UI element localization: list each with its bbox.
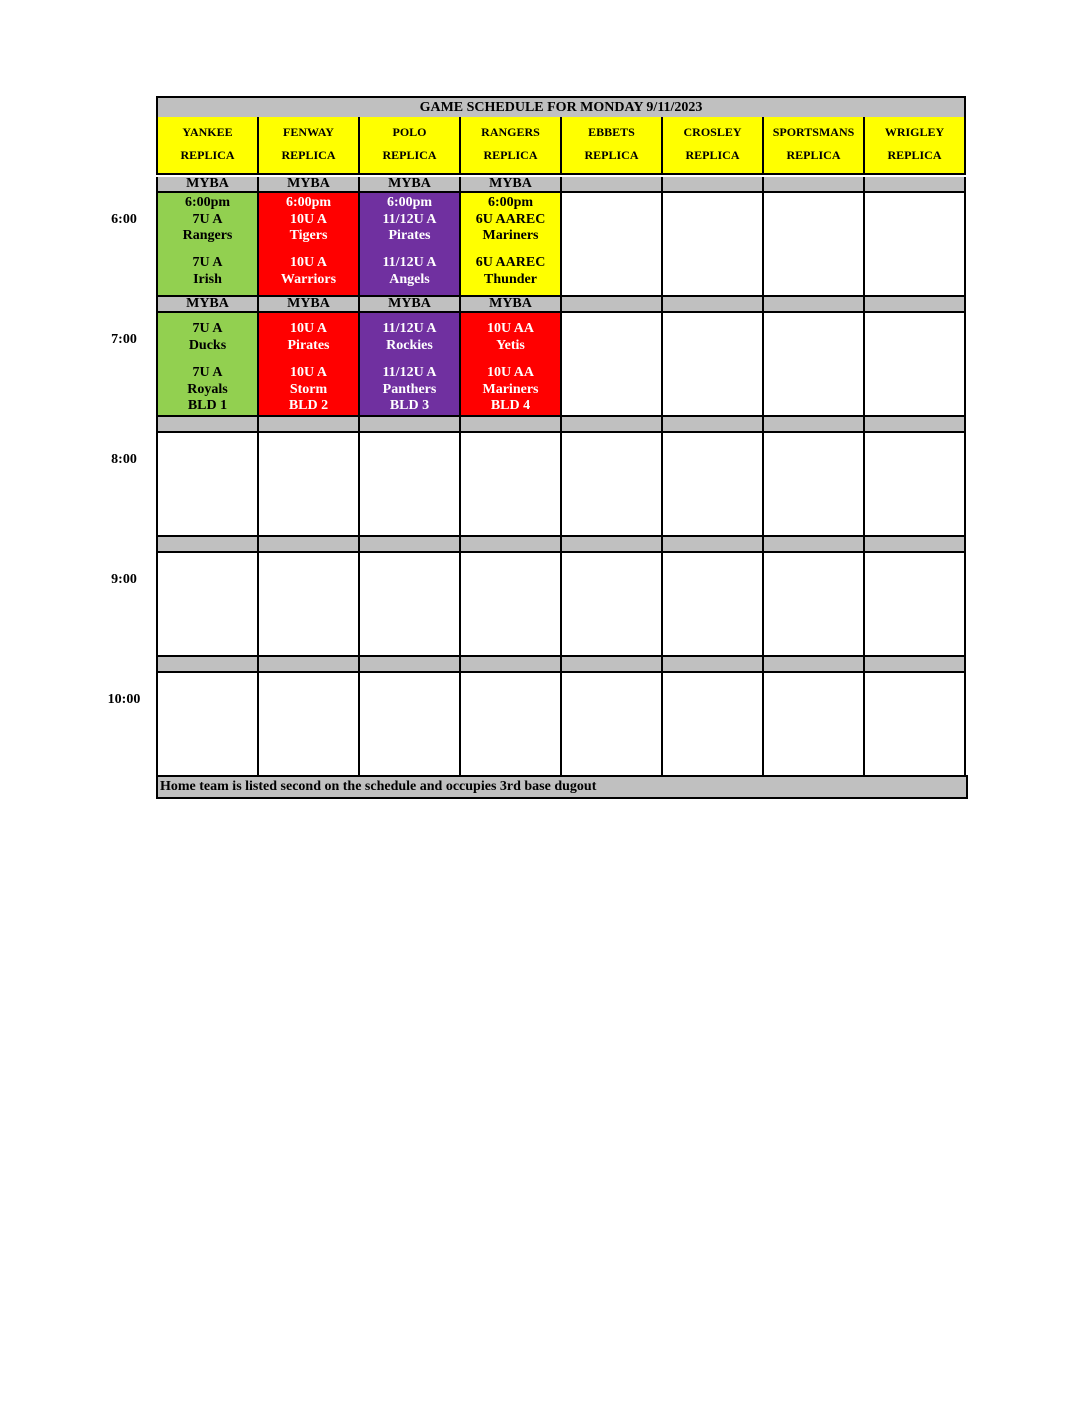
game-line: Tigers (289, 228, 328, 243)
away-team-block (461, 321, 560, 354)
game-cell (459, 193, 562, 297)
game-line: Thunder (484, 271, 537, 287)
empty-cell (762, 553, 865, 657)
field-subtitle: REPLICA (786, 148, 841, 162)
game-line: Rockies (386, 337, 433, 353)
home-team-block (360, 365, 459, 415)
empty-cell (257, 433, 360, 537)
slot-row-3 (156, 553, 966, 657)
game-line: Irish (193, 271, 222, 287)
home-team-block (259, 255, 358, 288)
field-header-row (156, 117, 966, 177)
empty-cell (560, 673, 663, 777)
game-line: 11/12U A (382, 321, 437, 336)
game-line: Royals (187, 381, 228, 397)
game-line: BLD 2 (288, 398, 329, 413)
field-name: FENWAY (283, 125, 334, 139)
field-header-wrigley (863, 117, 966, 175)
slot-row-2 (156, 433, 966, 537)
empty-cell (661, 313, 764, 417)
game-line: 11/12U A (382, 255, 437, 270)
league-label (863, 177, 966, 193)
empty-cell (459, 433, 562, 537)
field-header-polo (358, 117, 461, 175)
game-line: 10U A (290, 365, 327, 380)
empty-cell (156, 433, 259, 537)
slot-band-0 (156, 177, 966, 193)
footer-note: Home team is listed second on the schedule and occupies 3rd base dugout (156, 775, 968, 799)
time-label: 9:00 (111, 572, 137, 587)
league-label (762, 297, 865, 313)
league-label: MYBA (156, 297, 259, 313)
league-label (661, 297, 764, 313)
slot-row-0 (156, 193, 966, 297)
game-line: Warriors (280, 271, 337, 287)
league-label (459, 537, 562, 553)
slot-row-4 (156, 673, 966, 777)
field-header-rangers (459, 117, 562, 175)
game-cell (156, 313, 259, 417)
empty-cell (863, 433, 966, 537)
field-name: SPORTSMANS (772, 125, 855, 139)
empty-cell (560, 553, 663, 657)
league-label (156, 417, 259, 433)
game-line: Ducks (188, 337, 227, 353)
empty-cell (863, 193, 966, 297)
league-label (661, 417, 764, 433)
league-label (560, 297, 663, 313)
field-name: RANGERS (481, 125, 540, 139)
away-team-block (259, 321, 358, 354)
empty-cell (661, 673, 764, 777)
league-label (661, 537, 764, 553)
field-name: YANKEE (182, 125, 233, 139)
field-name: WRIGLEY (884, 125, 945, 139)
league-label: MYBA (358, 177, 461, 193)
league-label: MYBA (459, 177, 562, 193)
game-line: Panthers (382, 381, 437, 397)
league-label: MYBA (156, 177, 259, 193)
game-line: BLD 3 (389, 398, 430, 413)
game-line: 7U A (192, 255, 223, 270)
game-line: Angels (389, 271, 430, 287)
game-cell (257, 193, 360, 297)
field-subtitle: REPLICA (382, 148, 437, 162)
league-label (661, 657, 764, 673)
league-label (762, 177, 865, 193)
league-label (560, 417, 663, 433)
empty-cell (560, 313, 663, 417)
league-label (358, 417, 461, 433)
game-cell (257, 313, 360, 417)
time-label: 7:00 (111, 332, 137, 347)
league-label: MYBA (257, 177, 360, 193)
home-team-block (360, 255, 459, 288)
empty-cell (661, 193, 764, 297)
league-label (257, 537, 360, 553)
field-header-crosley (661, 117, 764, 175)
home-team-block (158, 365, 257, 415)
empty-cell (358, 673, 461, 777)
field-header-fenway (257, 117, 360, 175)
game-line: 6:00pm (386, 195, 433, 210)
empty-cell (156, 553, 259, 657)
league-label (358, 537, 461, 553)
league-label (661, 177, 764, 193)
field-subtitle: REPLICA (281, 148, 336, 162)
game-line: Mariners (482, 381, 539, 397)
game-cell (358, 193, 461, 297)
game-line: 10U A (290, 211, 327, 227)
field-subtitle: REPLICA (584, 148, 639, 162)
game-line: 6U AAREC (475, 255, 546, 270)
game-line: 10U AA (486, 365, 535, 380)
game-line: 10U A (290, 255, 327, 270)
field-header-ebbets (560, 117, 663, 175)
league-label (863, 537, 966, 553)
league-label (762, 417, 865, 433)
league-label: MYBA (257, 297, 360, 313)
empty-cell (863, 673, 966, 777)
field-subtitle: REPLICA (887, 148, 942, 162)
empty-cell (762, 193, 865, 297)
field-header-sportsmans (762, 117, 865, 175)
league-label (156, 657, 259, 673)
game-line: 7U A (192, 321, 223, 336)
empty-cell (762, 313, 865, 417)
slot-row-1 (156, 313, 966, 417)
empty-cell (257, 673, 360, 777)
league-label (863, 297, 966, 313)
empty-cell (156, 673, 259, 777)
field-subtitle: REPLICA (483, 148, 538, 162)
empty-cell (762, 673, 865, 777)
empty-cell (358, 553, 461, 657)
league-label (762, 657, 865, 673)
slot-band-3 (156, 537, 966, 553)
home-team-block (461, 255, 560, 288)
away-team-block (360, 321, 459, 354)
game-line: BLD 1 (187, 398, 228, 413)
empty-cell (863, 313, 966, 417)
game-line: Storm (289, 381, 328, 397)
league-label (762, 537, 865, 553)
field-name: POLO (392, 125, 427, 139)
empty-cell (257, 553, 360, 657)
league-label: MYBA (358, 297, 461, 313)
away-team-block (259, 195, 358, 245)
away-team-block (360, 195, 459, 245)
game-line: 10U A (290, 321, 327, 336)
empty-cell (661, 433, 764, 537)
time-label: 6:00 (111, 212, 137, 227)
game-line: 6U AAREC (475, 211, 546, 227)
field-name: CROSLEY (683, 125, 742, 139)
field-header-yankee (156, 117, 259, 175)
league-label: MYBA (459, 297, 562, 313)
slot-band-2 (156, 417, 966, 433)
game-line: 6:00pm (285, 195, 332, 210)
away-team-block (158, 195, 257, 245)
field-subtitle: REPLICA (685, 148, 740, 162)
home-team-block (158, 255, 257, 288)
game-line: Rangers (182, 228, 233, 243)
time-label: 8:00 (111, 452, 137, 467)
slot-band-1 (156, 297, 966, 313)
empty-cell (762, 433, 865, 537)
away-team-block (461, 195, 560, 245)
game-line: 6:00pm (184, 195, 231, 210)
game-line: 7U A (192, 365, 223, 380)
game-line: Pirates (388, 228, 431, 243)
game-cell (459, 313, 562, 417)
game-line: 6:00pm (487, 195, 534, 210)
league-label (560, 657, 663, 673)
game-line: Mariners (482, 228, 539, 243)
field-subtitle: REPLICA (180, 148, 235, 162)
game-cell (156, 193, 259, 297)
home-team-block (259, 365, 358, 415)
empty-cell (358, 433, 461, 537)
away-team-block (158, 321, 257, 354)
game-cell (358, 313, 461, 417)
field-name: EBBETS (588, 125, 635, 139)
time-label: 10:00 (107, 692, 141, 707)
league-label (459, 417, 562, 433)
game-line: Yetis (496, 337, 525, 353)
league-label (257, 417, 360, 433)
league-label (560, 537, 663, 553)
empty-cell (459, 553, 562, 657)
game-line: 11/12U A (382, 365, 437, 380)
empty-cell (459, 673, 562, 777)
home-team-block (461, 365, 560, 415)
game-line: BLD 4 (490, 398, 531, 413)
empty-cell (661, 553, 764, 657)
league-label (257, 657, 360, 673)
league-label (459, 657, 562, 673)
empty-cell (863, 553, 966, 657)
game-line: 11/12U A (382, 211, 437, 227)
game-line: 7U A (192, 211, 223, 227)
empty-cell (560, 193, 663, 297)
empty-cell (560, 433, 663, 537)
schedule-title: GAME SCHEDULE FOR MONDAY 9/11/2023 (156, 96, 966, 119)
league-label (560, 177, 663, 193)
game-line: 10U AA (486, 321, 535, 336)
league-label (358, 657, 461, 673)
slot-band-4 (156, 657, 966, 673)
league-label (863, 417, 966, 433)
game-line: Pirates (287, 337, 330, 353)
league-label (156, 537, 259, 553)
league-label (863, 657, 966, 673)
